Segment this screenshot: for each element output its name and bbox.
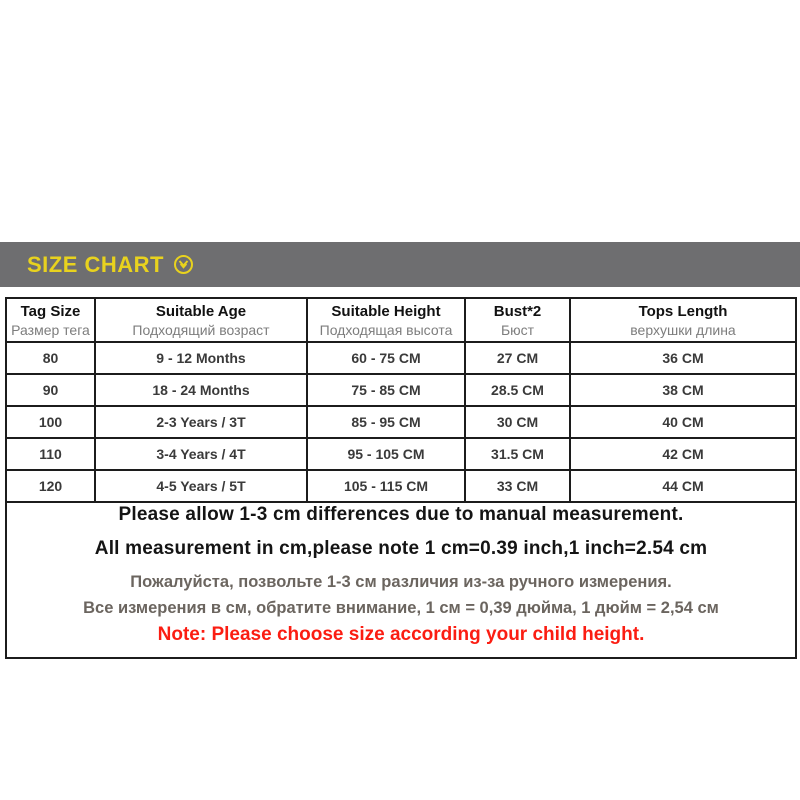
col-header-en: Suitable Height xyxy=(331,302,441,320)
cell-tops-length: 44 CM xyxy=(570,470,796,502)
col-header-tops-length xyxy=(570,298,796,342)
cell-height: 95 - 105 CM xyxy=(307,438,465,470)
col-header-ru: Подходящий возраст xyxy=(132,321,270,338)
col-header-en: Tag Size xyxy=(20,302,81,320)
cell-tag-size: 100 xyxy=(6,406,95,438)
cell-age: 9 - 12 Months xyxy=(95,342,307,374)
note-measurement-en-2: All measurement in cm,please note 1 cm=0.39 inch,1 inch=2.54 cm xyxy=(94,538,708,559)
cell-bust: 33 CM xyxy=(465,470,570,502)
cell-height: 105 - 115 CM xyxy=(307,470,465,502)
cell-tag-size: 120 xyxy=(6,470,95,502)
col-header-ru: Бюст xyxy=(500,321,535,338)
col-header-tag-size xyxy=(6,298,95,342)
table-row-size-110 xyxy=(6,438,796,470)
note-measurement-ru-1: Пожалуйста, позвольте 1-3 см различия из-за ручного измерения. xyxy=(130,573,672,591)
cell-tops-length: 36 CM xyxy=(570,342,796,374)
col-header-ru: верхушки длина xyxy=(630,321,736,338)
cell-tops-length: 40 CM xyxy=(570,406,796,438)
cell-tops-length: 42 CM xyxy=(570,438,796,470)
col-header-bust xyxy=(465,298,570,342)
cell-tag-size: 110 xyxy=(6,438,95,470)
cell-age: 2-3 Years / 3T xyxy=(95,406,307,438)
cell-bust: 28.5 CM xyxy=(465,374,570,406)
cell-bust: 27 CM xyxy=(465,342,570,374)
cell-bust: 31.5 CM xyxy=(465,438,570,470)
cell-height: 60 - 75 CM xyxy=(307,342,465,374)
col-header-ru: Подходящая высота xyxy=(319,321,453,338)
cell-age: 4-5 Years / 5T xyxy=(95,470,307,502)
table-row-size-120 xyxy=(6,470,796,502)
note-warning-red: Note: Please choose size according your child height. xyxy=(157,624,645,645)
col-header-en: Suitable Age xyxy=(155,302,247,320)
cell-height: 75 - 85 CM xyxy=(307,374,465,406)
col-header-en: Bust*2 xyxy=(493,302,542,320)
notes-box xyxy=(6,502,796,658)
size-chart-title: SIZE CHART xyxy=(27,251,164,277)
col-header-ru: Размер тега xyxy=(11,321,90,338)
cell-age: 18 - 24 Months xyxy=(95,374,307,406)
col-header-en: Tops Length xyxy=(638,302,728,320)
table-row-size-90 xyxy=(6,374,796,406)
cell-tag-size: 80 xyxy=(6,342,95,374)
cell-tag-size: 90 xyxy=(6,374,95,406)
col-header-suitable-age xyxy=(95,298,307,342)
note-measurement-ru-2: Все измерения в см, обратите внимание, 1 см = 0,39 дюйма, 1 дюйм = 2,54 см xyxy=(83,599,719,617)
chevron-down-icon xyxy=(178,260,189,269)
table-row-size-80 xyxy=(6,342,796,374)
note-measurement-en-1: Please allow 1-3 cm differences due to manual measurement. xyxy=(118,504,684,525)
cell-height: 85 - 95 CM xyxy=(307,406,465,438)
col-header-suitable-height xyxy=(307,298,465,342)
chevron-down-circle-icon xyxy=(174,255,193,274)
cell-age: 3-4 Years / 4T xyxy=(95,438,307,470)
table-row-size-100 xyxy=(6,406,796,438)
notes-row xyxy=(6,502,796,658)
table-header-row xyxy=(6,298,796,342)
cell-bust: 30 CM xyxy=(465,406,570,438)
cell-tops-length: 38 CM xyxy=(570,374,796,406)
size-table xyxy=(5,297,797,659)
size-chart-banner xyxy=(0,242,800,287)
